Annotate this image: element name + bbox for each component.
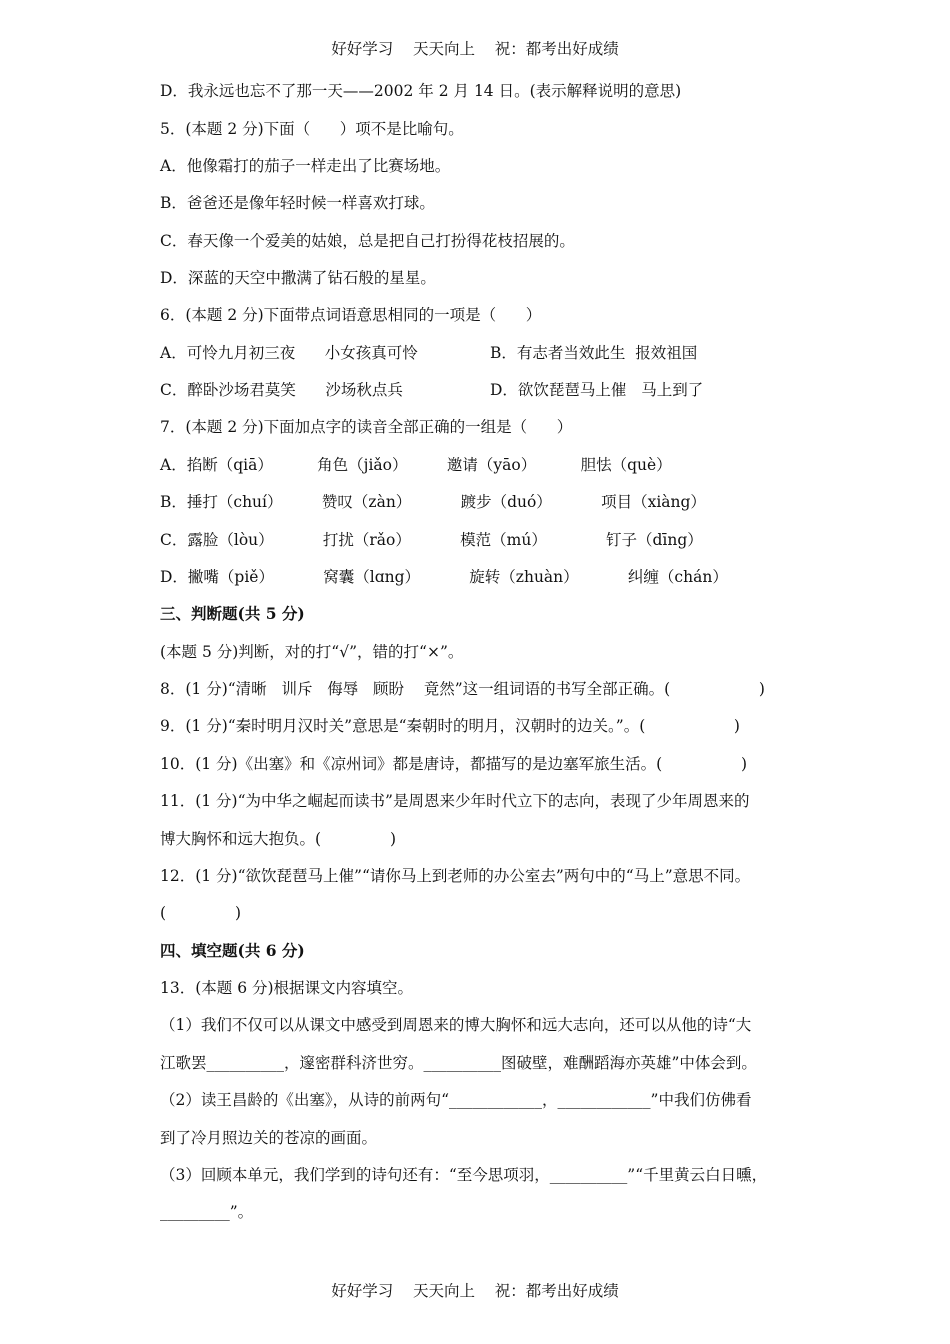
question-12-line1: 12．(1 分)“欲饮琵琶马上催”“请你马上到老师的办公室去”两句中的“马上”意思不同。 [160, 867, 751, 885]
question-7: 7．(本题 2 分)下面加点字的读音全部正确的一组是（ ） [160, 418, 573, 436]
question-11-line1: 11．(1 分)“为中华之崛起而读书”是周恩来少年时代立下的志向，表现了少年周恩来的 [160, 792, 750, 810]
q13-part3-line1: （3）回顾本单元，我们学到的诗句还有：“至今思项羽，__________”“千里黄云白日曛， [160, 1166, 768, 1184]
q13-part3-line2: _________”。 [160, 1203, 254, 1221]
question-8: 8．(1 分)“清晰 训斥 侮辱 顾盼 竟然”这一组词语的书写全部正确。( ) [160, 680, 765, 698]
q13-part2-line2: 到了冷月照边关的苍凉的画面。 [160, 1129, 378, 1147]
question-11-line2: 博大胸怀和远大抱负。( ) [160, 830, 397, 848]
question-12-line2: ( ) [160, 904, 242, 922]
q13-part2-line1: （2）读王昌龄的《出塞》，从诗的前两句“____________，____________”中我们仿佛看 [160, 1091, 752, 1109]
q7-option-a: A．掐断（qiā） 角色（jiǎo） 邀请（yāo） 胆怯（què） [160, 456, 672, 474]
question-9: 9．(1 分)“秦时明月汉时关”意思是“秦朝时的明月，汉朝时的边关。”。( ) [160, 717, 740, 735]
question-6: 6．(本题 2 分)下面带点词语意思相同的一项是（ ） [160, 306, 542, 324]
section-4-heading: 四、填空题(共 6 分) [160, 941, 305, 960]
q13-part1-line2: 江歌罢__________，邃密群科济世穷。__________图破壁，难酬蹈海亦英雄”中体会到。 [160, 1054, 757, 1072]
q5-option-b: B．爸爸还是像年轻时候一样喜欢打球。 [160, 194, 435, 212]
q7-option-b: B．捶打（chuí） 赞叹（zàn） 踱步（duó） 项目（xiàng） [160, 493, 706, 511]
question-5: 5．(本题 2 分)下面（ ）项不是比喻句。 [160, 120, 464, 138]
page-header: 好好学习 天天向上 祝：都考出好成绩 [331, 40, 619, 58]
q6-option-a: A．可怜九月初三夜 小女孩真可怜 [160, 344, 418, 362]
q4-option-d: D．我永远也忘不了那一天——2002 年 2 月 14 日。(表示解释说明的意思) [160, 82, 682, 100]
q6-option-d: D．欲饮琵琶马上催 马上到了 [490, 381, 704, 399]
section-3-heading: 三、判断题(共 5 分) [160, 604, 305, 623]
q13-part1-line1: （1）我们不仅可以从课文中感受到周恩来的博大胸怀和远大志向，还可以从他的诗“大 [160, 1016, 752, 1034]
q5-option-c: C．春天像一个爱美的姑娘，总是把自己打扮得花枝招展的。 [160, 232, 575, 250]
q6-option-c: C．醉卧沙场君莫笑 沙场秋点兵 [160, 381, 403, 399]
q7-option-c: C．露脸（lòu） 打扰（rǎo） 模范（mú） 钉子（dīng） [160, 531, 703, 549]
judge-instruction: (本题 5 分)判断，对的打“√”，错的打“×”。 [160, 643, 464, 661]
q5-option-a: A．他像霜打的茄子一样走出了比赛场地。 [160, 157, 451, 175]
q7-option-d: D．撇嘴（piě） 窝囊（lɑng） 旋转（zhuàn） 纠缠（chán） [160, 568, 728, 586]
question-13: 13．(本题 6 分)根据课文内容填空。 [160, 979, 414, 997]
page-footer: 好好学习 天天向上 祝：都考出好成绩 [331, 1282, 619, 1300]
q6-option-b: B．有志者当效此生 报效祖国 [490, 344, 698, 362]
question-10: 10．(1 分)《出塞》和《凉州词》都是唐诗，都描写的是边塞军旅生活。( ) [160, 755, 748, 773]
q5-option-d: D．深蓝的天空中撒满了钻石般的星星。 [160, 269, 436, 287]
